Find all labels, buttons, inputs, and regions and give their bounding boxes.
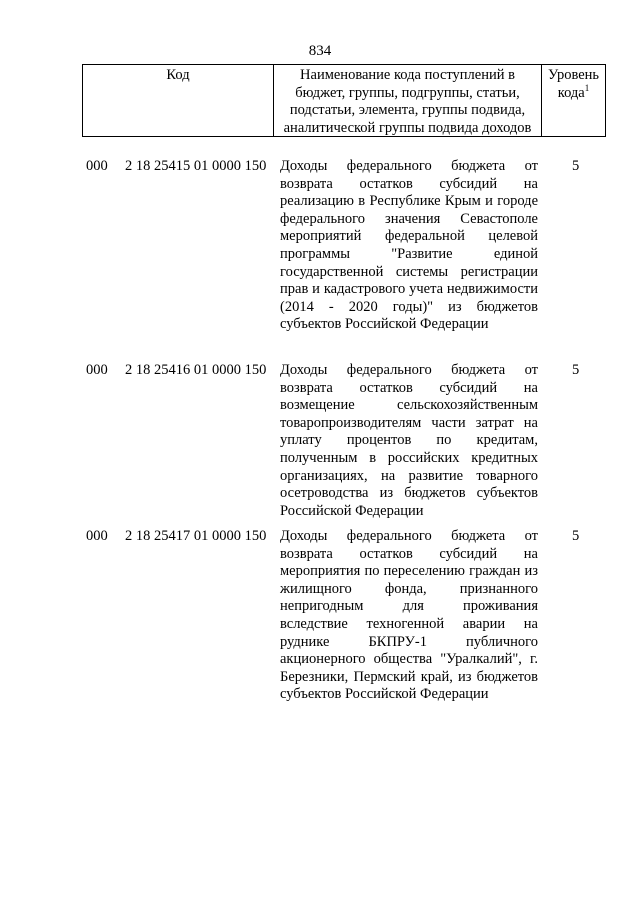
table-header bbox=[82, 64, 606, 137]
header-level bbox=[542, 65, 605, 136]
header-name: Наименование кода поступлений в бюджет, группы, подгруппы, статьи, подстатьи, элемента, группы подвида, аналитической группы подвида доходов bbox=[274, 65, 542, 136]
header-code: Код bbox=[83, 65, 274, 136]
header-level-footnote: 1 bbox=[584, 82, 590, 93]
row-code: 2 18 25415 01 0000 150 bbox=[125, 158, 267, 174]
row-code: 2 18 25417 01 0000 150 bbox=[125, 528, 267, 544]
row-prefix: 000 bbox=[86, 158, 108, 174]
row-description: Доходы федерального бюджета от возврата остатков субсидий на возмещение сельскохозяйственным товаропроизводителям части затрат на уплату процентов по кредитам, полученным в российских кредитных организациях, на развитие товарного осетроводства из бюджетов субъектов Российской Федерации bbox=[280, 362, 538, 519]
row-level: 5 bbox=[572, 362, 580, 378]
row-description: Доходы федерального бюджета от возврата остатков субсидий на реализацию в Республике Крым и городе федерального значения Севастополе мероприятий федеральной целевой программы "Развитие единой государственной системы регистрации прав и кадастрового учета недвижимости (2014 - 2020 годы)" из бюджетов субъектов Российской Федерации bbox=[280, 158, 538, 333]
row-prefix: 000 bbox=[86, 528, 108, 544]
header-level-label: Уровень кода bbox=[547, 67, 600, 101]
row-level: 5 bbox=[572, 158, 580, 174]
row-level: 5 bbox=[572, 528, 580, 544]
row-description: Доходы федерального бюджета от возврата остатков субсидий на мероприятия по переселению граждан из жилищного фонда, признанного непригодным для проживания вследствие техногенной аварии на руднике БКПРУ-1 публичного акционерного общества "Уралкалий", г. Березники, Пермский край, из бюджетов субъектов Российской Федерации bbox=[280, 528, 538, 703]
row-code: 2 18 25416 01 0000 150 bbox=[125, 362, 267, 378]
page-number: 834 bbox=[308, 43, 332, 59]
row-prefix: 000 bbox=[86, 362, 108, 378]
